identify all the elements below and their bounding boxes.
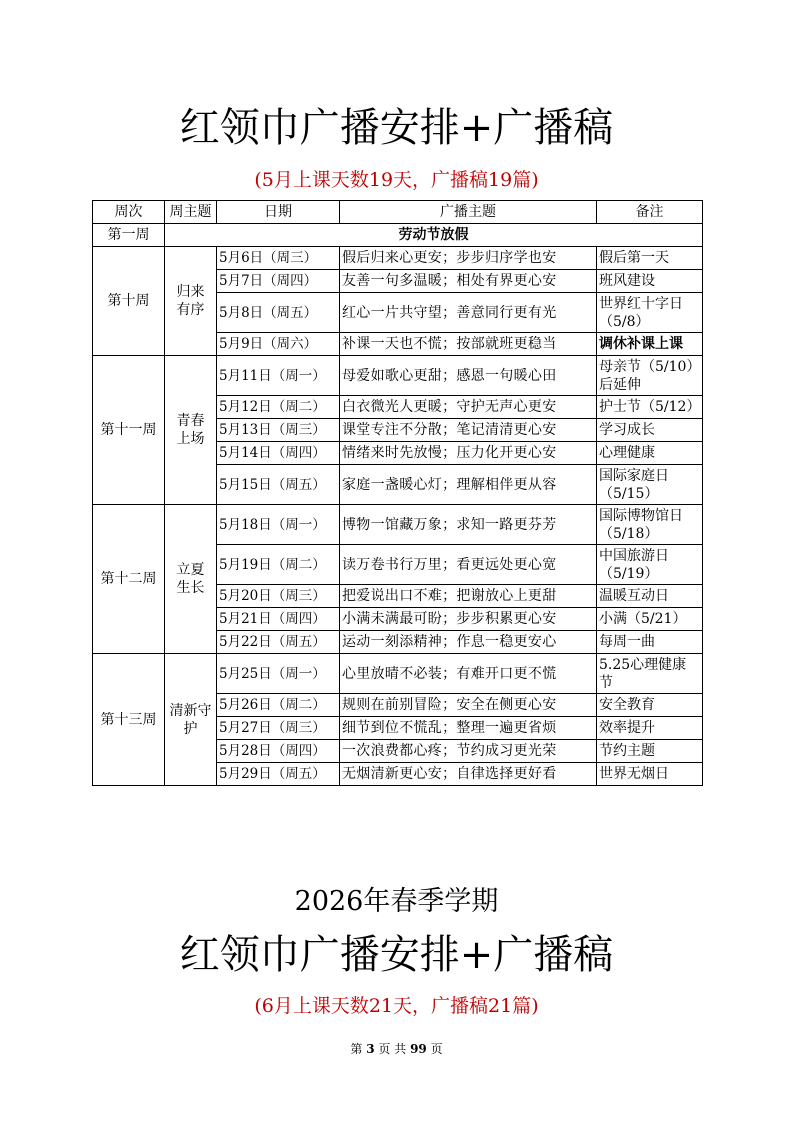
table-header-row	[93, 201, 703, 224]
topic-cell: 把爱说出口不难；把谢放心上更甜	[340, 585, 597, 608]
date-cell: 5月15日（周五）	[217, 465, 340, 505]
note-cell: 世界红十字日（5/8）	[597, 293, 703, 333]
note-cell: 小满（5/21）	[597, 608, 703, 631]
table-row	[93, 356, 703, 396]
week-theme-cell: 立夏 生长	[165, 505, 217, 654]
header-week: 周次	[93, 201, 165, 224]
topic-cell: 小满未满最可盼；步步积累更心安	[340, 608, 597, 631]
table-row	[93, 505, 703, 545]
page-footer	[0, 1041, 793, 1057]
note-cell: 安全教育	[597, 694, 703, 717]
date-cell: 5月19日（周二）	[217, 545, 340, 585]
date-cell: 5月27日（周三）	[217, 717, 340, 740]
topic-cell: 家庭一盏暖心灯；理解相伴更从容	[340, 465, 597, 505]
note-cell: 心理健康	[597, 442, 703, 465]
table-row	[93, 247, 703, 270]
page-title: 红领巾广播安排+广播稿	[179, 105, 614, 151]
topic-cell: 母爱如歌心更甜；感恩一句暖心田	[340, 356, 597, 396]
topic-cell: 运动一刻添精神；作息一稳更安心	[340, 631, 597, 654]
date-cell: 5月18日（周一）	[217, 505, 340, 545]
header-note: 备注	[597, 201, 703, 224]
topic-cell: 规则在前别冒险；安全在侧更心安	[340, 694, 597, 717]
footer-suffix: 页	[430, 1042, 443, 1056]
topic-cell: 假后归来心更安；步步归序学也安	[340, 247, 597, 270]
date-cell: 5月7日（周四）	[217, 270, 340, 293]
date-cell: 5月6日（周三）	[217, 247, 340, 270]
topic-cell: 一次浪费都心疼；节约成习更光荣	[340, 740, 597, 763]
date-cell: 5月13日（周三）	[217, 419, 340, 442]
note-cell: 每周一曲	[597, 631, 703, 654]
date-cell: 5月12日（周二）	[217, 396, 340, 419]
date-cell: 5月21日（周四）	[217, 608, 340, 631]
holiday-text: 劳动节放假	[165, 224, 703, 247]
schedule-body	[93, 224, 703, 786]
note-cell: 母亲节（5/10）后延伸	[597, 356, 703, 396]
footer-middle: 页 共	[378, 1042, 407, 1056]
week-cell: 第十二周	[93, 505, 165, 654]
note-cell: 温暖互动日	[597, 585, 703, 608]
date-cell: 5月11日（周一）	[217, 356, 340, 396]
week-theme-cell: 清新守 护	[165, 654, 217, 786]
table-row	[93, 654, 703, 694]
footer-page-number: 3	[366, 1042, 375, 1056]
header-topic: 广播主题	[340, 201, 597, 224]
date-cell: 5月8日（周五）	[217, 293, 340, 333]
note-cell: 班风建设	[597, 270, 703, 293]
topic-cell: 心里放晴不必装；有难开口更不慌	[340, 654, 597, 694]
note-cell: 国际家庭日（5/15）	[597, 465, 703, 505]
topic-cell: 友善一句多温暖；相处有界更心安	[340, 270, 597, 293]
date-cell: 5月28日（周四）	[217, 740, 340, 763]
week-theme-cell: 青春 上场	[165, 356, 217, 505]
date-cell: 5月22日（周五）	[217, 631, 340, 654]
week-cell: 第十一周	[93, 356, 165, 505]
topic-cell: 博物一馆藏万象；求知一路更芬芳	[340, 505, 597, 545]
holiday-week: 第一周	[93, 224, 165, 247]
note-cell: 5.25心理健康节	[597, 654, 703, 694]
note-cell: 节约主题	[597, 740, 703, 763]
date-cell: 5月25日（周一）	[217, 654, 340, 694]
date-cell: 5月26日（周二）	[217, 694, 340, 717]
topic-cell: 白衣微光人更暖；守护无声心更安	[340, 396, 597, 419]
holiday-row	[93, 224, 703, 247]
note-cell: 护士节（5/12）	[597, 396, 703, 419]
week-cell: 第十周	[93, 247, 165, 356]
page-subtitle: (5月上课天数19天，广播稿19篇)	[254, 169, 539, 191]
note-cell: 国际博物馆日（5/18）	[597, 505, 703, 545]
header-date: 日期	[217, 201, 340, 224]
topic-cell: 细节到位不慌乱；整理一遍更省烦	[340, 717, 597, 740]
topic-cell: 读万卷书行万里；看更远处更心宽	[340, 545, 597, 585]
note-cell: 世界无烟日	[597, 763, 703, 786]
page-subtitle-2: (6月上课天数21天，广播稿21篇)	[254, 995, 539, 1017]
topic-cell: 无烟清新更心安；自律选择更好看	[340, 763, 597, 786]
semester-title: 2026年春季学期	[294, 886, 499, 917]
week-theme-cell: 归来 有序	[165, 247, 217, 356]
note-cell: 中国旅游日（5/19）	[597, 545, 703, 585]
date-cell: 5月14日（周四）	[217, 442, 340, 465]
date-cell: 5月9日（周六）	[217, 333, 340, 356]
page-title-2: 红领巾广播安排+广播稿	[179, 932, 614, 978]
note-cell: 假后第一天	[597, 247, 703, 270]
footer-prefix: 第	[350, 1042, 363, 1056]
schedule-table	[92, 200, 703, 786]
footer-total-pages: 99	[410, 1042, 427, 1056]
date-cell: 5月20日（周三）	[217, 585, 340, 608]
note-cell: 效率提升	[597, 717, 703, 740]
date-cell: 5月29日（周五）	[217, 763, 340, 786]
note-cell: 学习成长	[597, 419, 703, 442]
topic-cell: 红心一片共守望；善意同行更有光	[340, 293, 597, 333]
topic-cell: 补课一天也不慌；按部就班更稳当	[340, 333, 597, 356]
topic-cell: 课堂专注不分散；笔记清清更心安	[340, 419, 597, 442]
header-theme: 周主题	[165, 201, 217, 224]
note-cell: 调休补课上课	[597, 333, 703, 356]
topic-cell: 情绪来时先放慢；压力化开更心安	[340, 442, 597, 465]
week-cell: 第十三周	[93, 654, 165, 786]
